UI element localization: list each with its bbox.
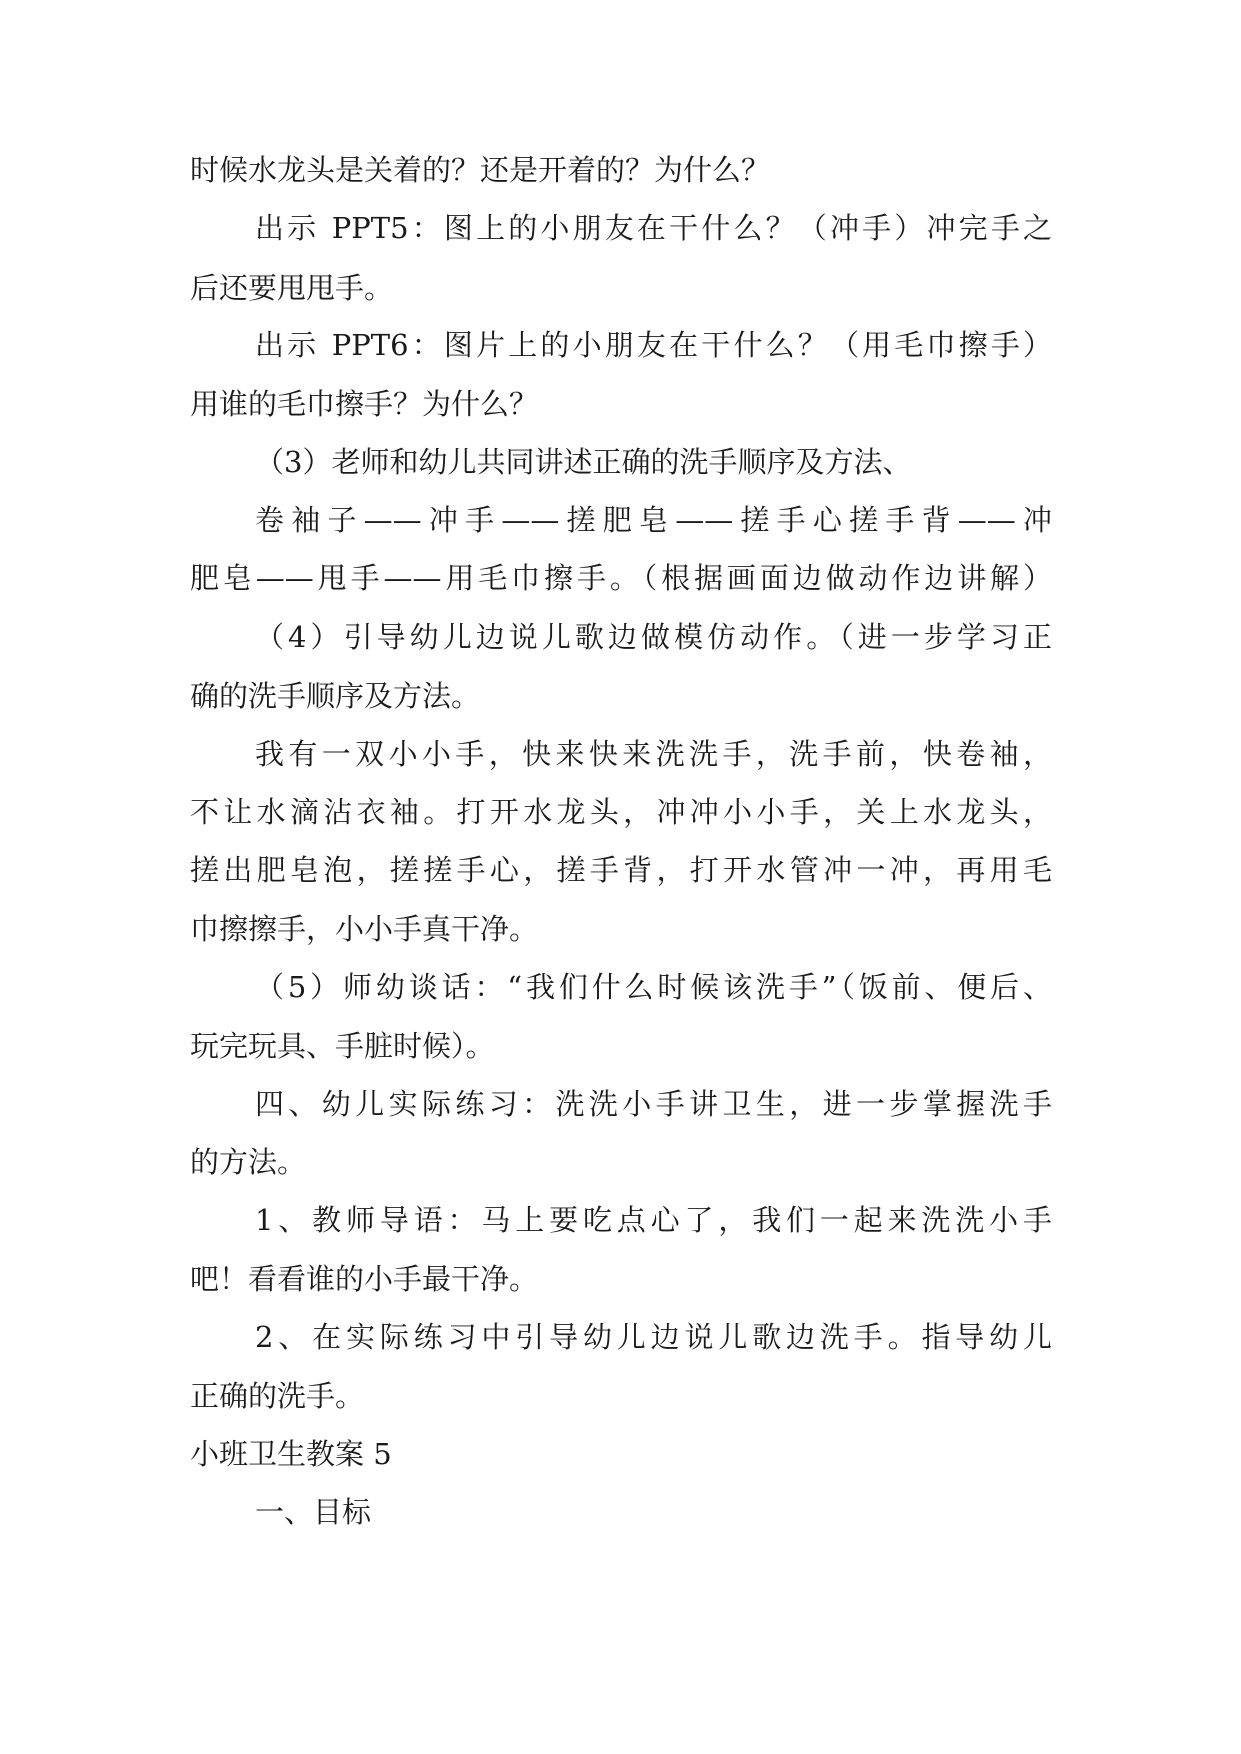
text-line: （3）老师和幼儿共同讲述正确的洗手顺序及方法、 (255, 445, 912, 479)
text-line: 时候水龙头是关着的？还是开着的？为什么？ (190, 153, 771, 187)
text-line: 出示 PPT6：图片上的小朋友在干什么？（用毛巾擦手） (255, 328, 1052, 362)
subsection-heading: 一、目标 (255, 1495, 372, 1529)
text-line: 的方法。 (190, 1145, 307, 1179)
text-line: 用谁的毛巾擦手？为什么？ (190, 387, 539, 421)
text-line: 正确的洗手。 (190, 1379, 365, 1413)
text-line: 巾擦擦手，小小手真干净。 (190, 912, 539, 946)
text-line: 出示 PPT5：图上的小朋友在干什么？（冲手）冲完手之 (255, 211, 1052, 245)
text-line: 吧！看看谁的小手最干净。 (190, 1262, 539, 1296)
text-line: 玩完玩具、手脏时候）。 (190, 1029, 495, 1063)
text-line: 四、幼儿实际练习：洗洗小手讲卫生，进一步掌握洗手 (255, 1087, 1052, 1121)
text-line: 肥皂——甩手——用毛巾擦手。（根据画面边做动作边讲解） (190, 561, 1052, 595)
text-line: 我有一双小小手，快来快来洗洗手，洗手前，快卷袖， (255, 737, 1052, 771)
section-heading: 小班卫生教案 5 (190, 1437, 392, 1471)
text-line: 不让水滴沾衣袖。打开水龙头，冲冲小小手，关上水龙头， (190, 795, 1052, 829)
text-line: 1、教师导语：马上要吃点心了，我们一起来洗洗小手 (255, 1203, 1052, 1237)
text-line: 确的洗手顺序及方法。 (190, 679, 481, 713)
text-line: （4）引导幼儿边说儿歌边做模仿动作。（进一步学习正 (255, 620, 1052, 654)
text-line: 搓出肥皂泡，搓搓手心，搓手背，打开水管冲一冲，再用毛 (190, 853, 1052, 887)
text-line: 2、在实际练习中引导幼儿边说儿歌边洗手。指导幼儿 (255, 1320, 1052, 1354)
text-line: 卷袖子——冲手——搓肥皂——搓手心搓手背——冲 (255, 503, 1052, 537)
text-line: （5）师幼谈话：“我们什么时候该洗手”（饭前、便后、 (255, 970, 1052, 1004)
text-line: 后还要甩甩手。 (190, 271, 394, 305)
